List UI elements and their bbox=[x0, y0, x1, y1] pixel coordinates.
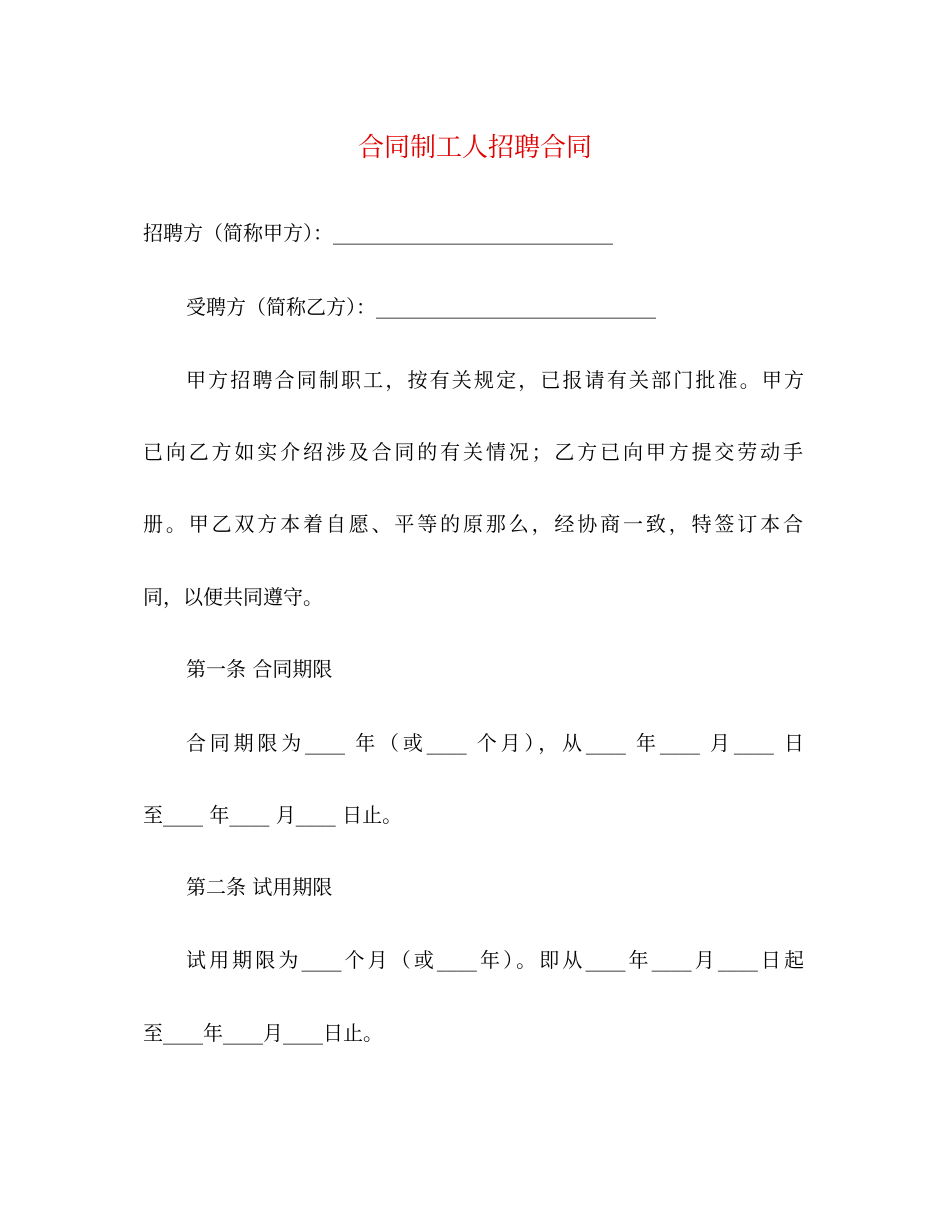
article-2-line-1: 试用期限为____个月（或____年）。即从____年____月____日起 bbox=[186, 948, 804, 972]
article-2-line-2: 至____年____月____日止。 bbox=[143, 1021, 383, 1045]
intro-paragraph-line-1: 甲方招聘合同制职工，按有关规定，已报请有关部门批准。甲方 bbox=[186, 368, 804, 392]
intro-paragraph-line-2: 已向乙方如实介绍涉及合同的有关情况；乙方已向甲方提交劳动手 bbox=[143, 440, 803, 464]
article-1-line-1: 合同期限为____ 年（或____ 个月），从____ 年____ 月____ 日 bbox=[186, 731, 804, 755]
article-2-heading: 第二条 试用期限 bbox=[186, 875, 333, 899]
intro-paragraph-line-3: 册。甲乙双方本着自愿、平等的原那么，经协商一致，特签订本合 bbox=[143, 512, 803, 536]
employee-line: 受聘方（简称乙方）：____________________________ bbox=[186, 295, 656, 319]
article-1-heading: 第一条 合同期限 bbox=[186, 657, 333, 681]
document-title: 合同制工人招聘合同 bbox=[357, 133, 592, 163]
article-1-line-2: 至____ 年____ 月____ 日止。 bbox=[143, 803, 403, 827]
employer-line: 招聘方（简称甲方）：____________________________ bbox=[143, 221, 613, 245]
intro-paragraph-line-4: 同，以便共同遵守。 bbox=[143, 585, 323, 609]
